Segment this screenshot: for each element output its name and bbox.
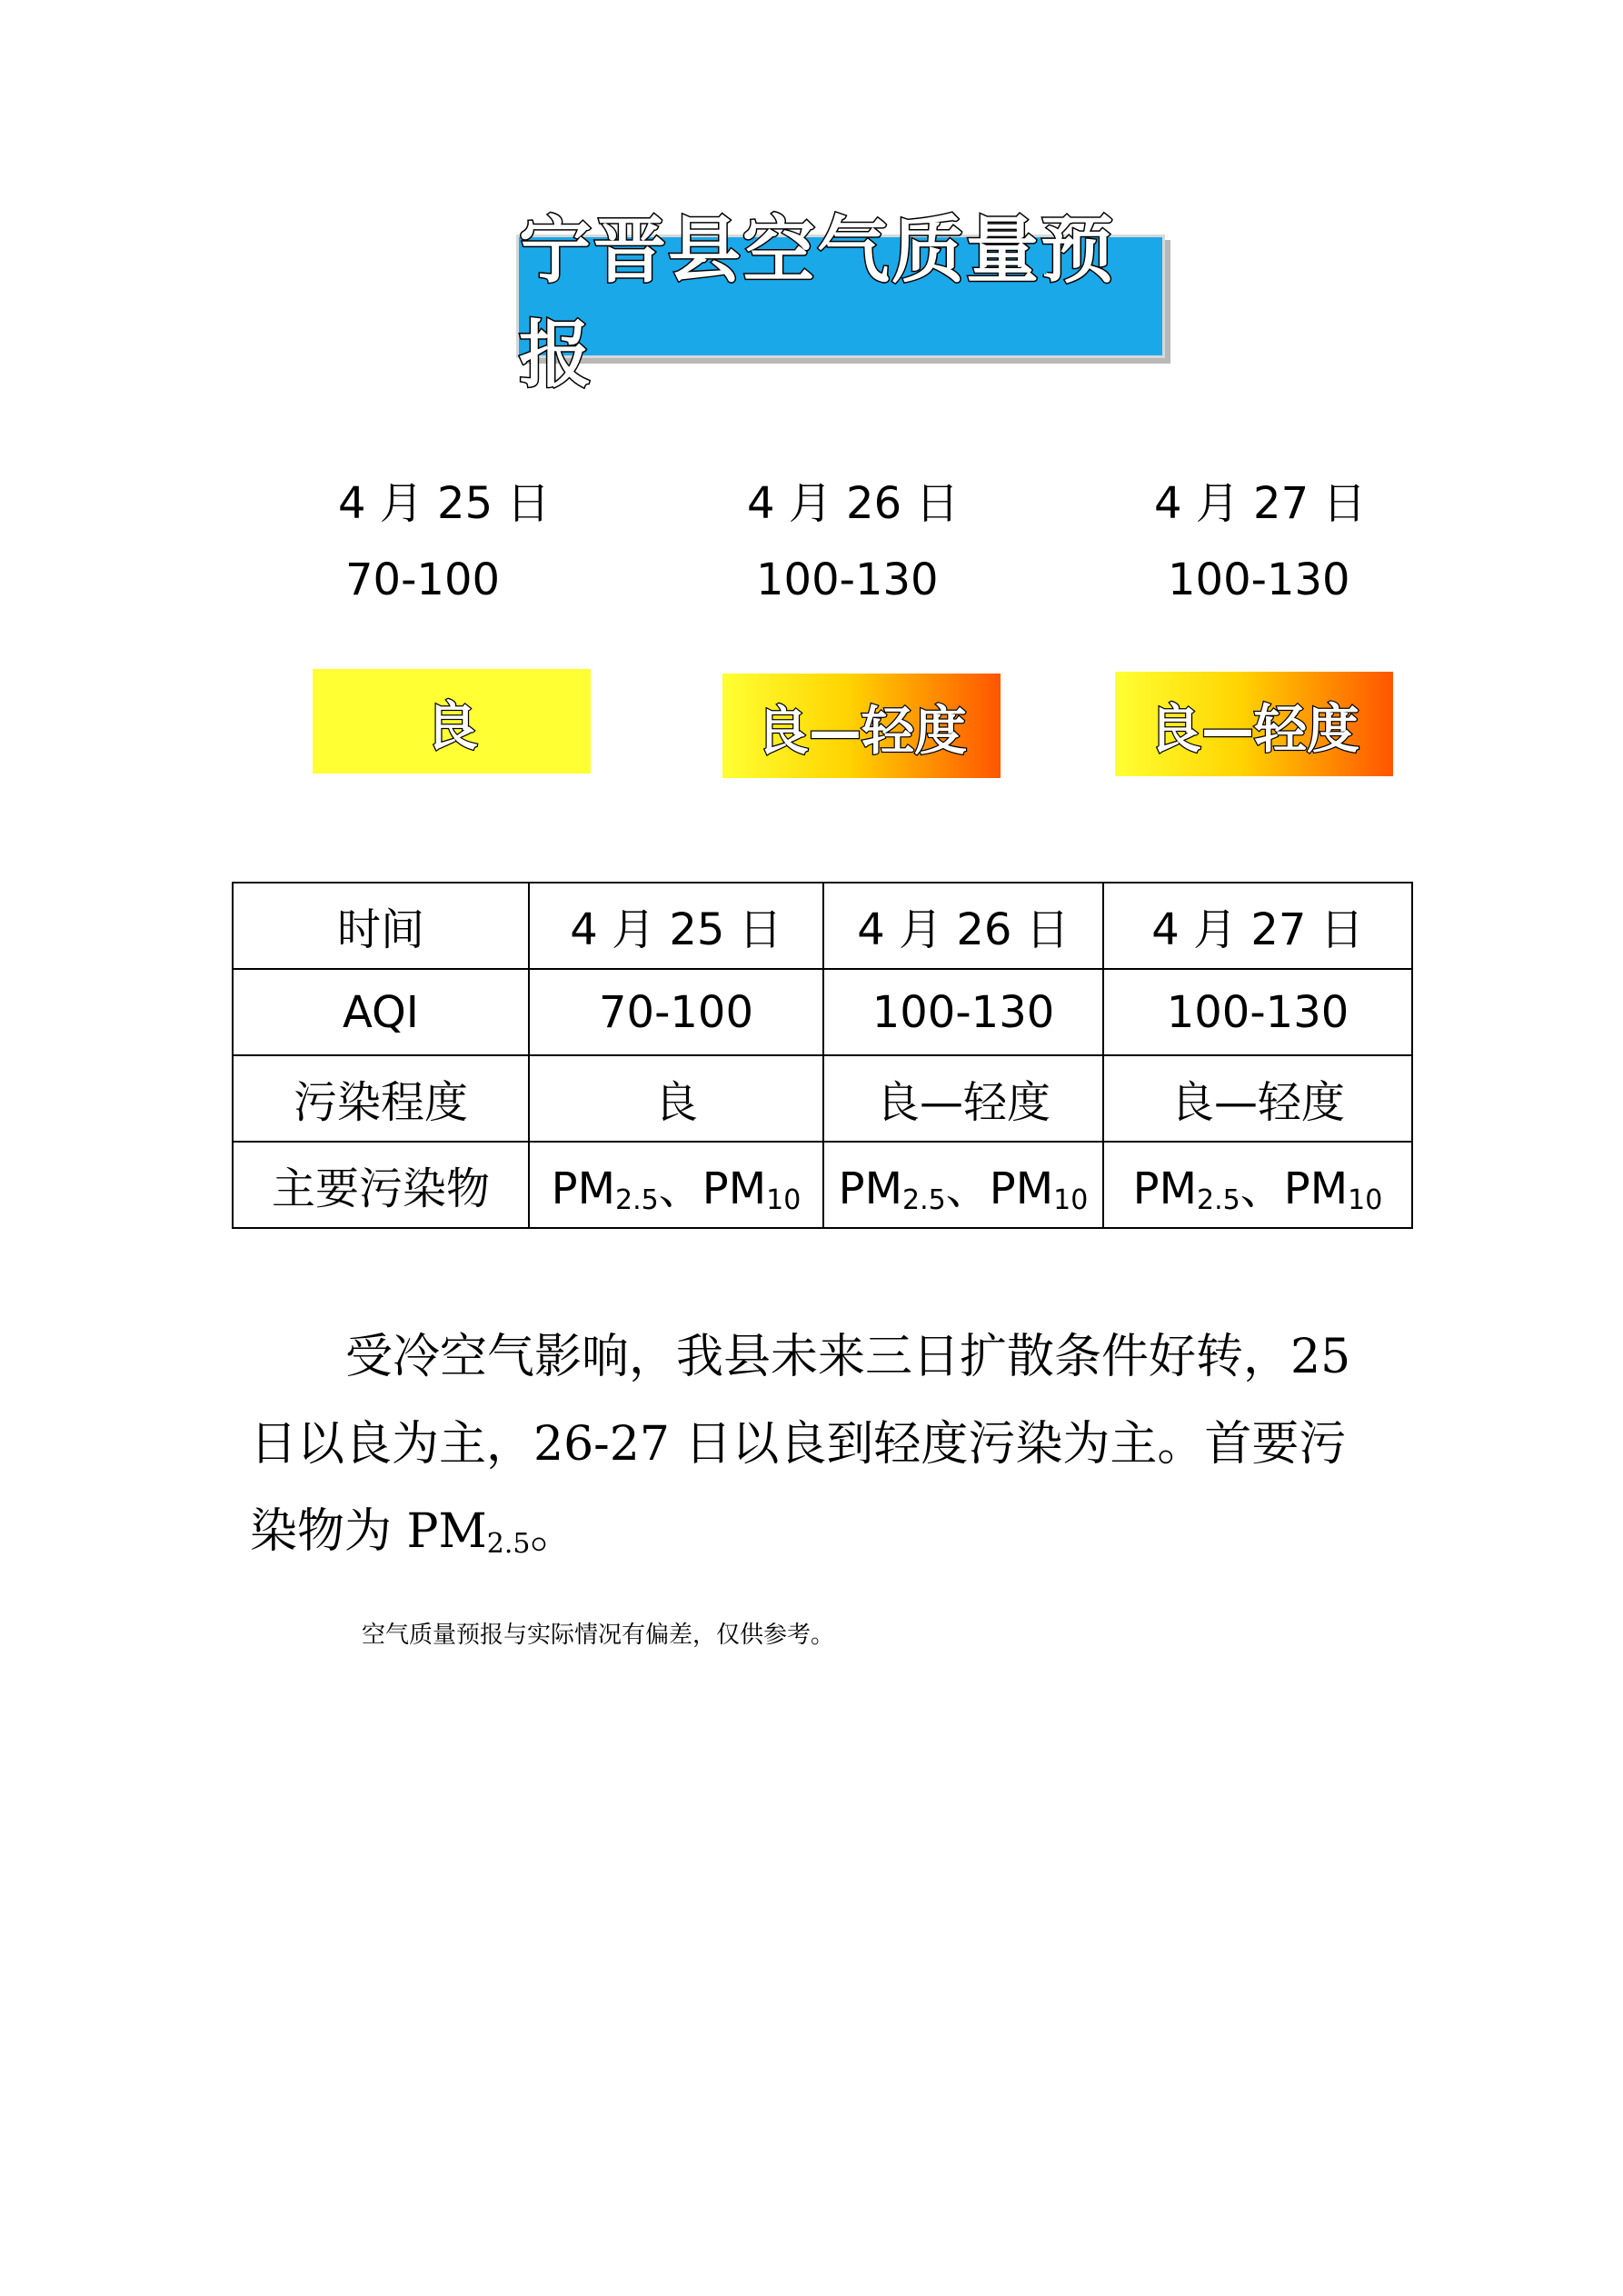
cell-level: 良—轻度 bbox=[823, 1055, 1103, 1142]
cell-aqi: 100-130 bbox=[1103, 969, 1412, 1055]
day2-level-badge bbox=[722, 674, 1001, 778]
row-label-time: 时间 bbox=[233, 883, 529, 969]
row-label-aqi: AQI bbox=[233, 969, 529, 1055]
day3-level-badge bbox=[1115, 672, 1393, 776]
cell-aqi: 70-100 bbox=[529, 969, 823, 1055]
day2-date: 4 月 26 日 bbox=[747, 478, 960, 529]
table-row bbox=[233, 1142, 1412, 1228]
page-title: 宁晋县空气质量预报 bbox=[519, 208, 1115, 397]
paragraph-line: 受冷空气影响，我县未来三日扩散条件好转，25 bbox=[345, 1330, 1351, 1384]
day1-level-badge bbox=[313, 669, 591, 774]
cell-aqi: 100-130 bbox=[823, 969, 1103, 1055]
day3-range: 100-130 bbox=[1168, 554, 1350, 605]
cell-pollutant: $PM_{2.5}$、$PM_{10}$ bbox=[1103, 1142, 1412, 1228]
day1-range: 70-100 bbox=[345, 554, 501, 605]
table-row bbox=[233, 883, 1412, 969]
row-label-level: 污染程度 bbox=[233, 1055, 529, 1142]
row-label-pollutant: 主要污染物 bbox=[233, 1142, 529, 1228]
day3-level-label: 良—轻度 bbox=[1148, 697, 1359, 760]
paragraph-line: 日以良为主，26-27 日以良到轻度污染为主。首要污 bbox=[250, 1417, 1347, 1472]
cell-date: 4 月 26 日 bbox=[823, 883, 1103, 969]
table-row bbox=[233, 1055, 1412, 1142]
forecast-table bbox=[232, 882, 1413, 1229]
cell-date: 4 月 25 日 bbox=[529, 883, 823, 969]
paragraph-line: 染物为 $PM_{2.5}$。 bbox=[250, 1504, 578, 1560]
cell-pollutant: $PM_{2.5}$、$PM_{10}$ bbox=[823, 1142, 1103, 1228]
day3-date: 4 月 27 日 bbox=[1154, 478, 1367, 529]
cell-level: 良—轻度 bbox=[1103, 1055, 1412, 1142]
forecast-paragraph bbox=[250, 1313, 1395, 1588]
cell-level: 良 bbox=[529, 1055, 823, 1142]
title-banner bbox=[516, 208, 1165, 397]
cell-date: 4 月 27 日 bbox=[1103, 883, 1412, 969]
day2-level-label: 良—轻度 bbox=[755, 699, 967, 762]
table-row bbox=[233, 969, 1412, 1055]
day1-date: 4 月 25 日 bbox=[338, 478, 551, 529]
disclaimer-note: 空气质量预报与实际情况有偏差，仅供参考。 bbox=[362, 1622, 835, 1649]
day2-range: 100-130 bbox=[756, 554, 939, 605]
cell-pollutant: $PM_{2.5}$、$PM_{10}$ bbox=[529, 1142, 823, 1228]
day1-level-label: 良 bbox=[424, 694, 478, 757]
